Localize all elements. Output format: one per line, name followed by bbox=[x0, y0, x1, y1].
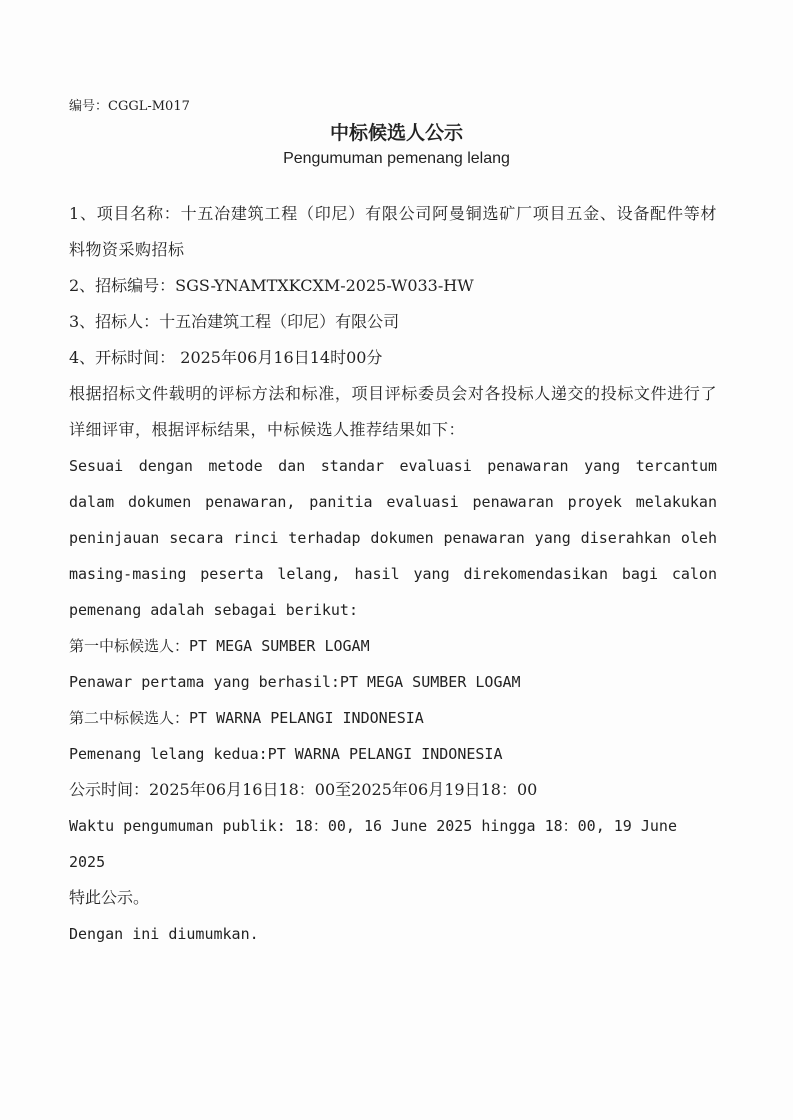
closing-indonesian: Dengan ini diumumkan. bbox=[69, 925, 259, 943]
intro-indonesian: Sesuai dengan metode dan standar evaluasi penawaran yang tercantum dalam dokumen penawaran, panitia evaluasi penawaran proyek melakukan peninjauan secara rinci terhadap dokumen penawaran yang diserahkan oleh masing-masing peserta lelang, hasil yang direkomendasikan bagi calon pemenang adalah sebagai berikut: bbox=[69, 457, 717, 619]
item-tenderer: 3、招标人：十五冶建筑工程（印尼）有限公司 bbox=[69, 312, 400, 331]
second-candidate-indonesian: Pemenang lelang kedua:PT WARNA PELANGI INDONESIA bbox=[69, 745, 503, 763]
item-tender-number: 2、招标编号：SGS-YNAMTXKCXM-2025-W033-HW bbox=[69, 276, 474, 295]
announcement-period-chinese: 公示时间：2025年06月16日18：00至2025年06月19日18：00 bbox=[69, 780, 538, 799]
document-title-chinese: 中标候选人公示 bbox=[329, 122, 463, 144]
document-code: 编号：CGGL-M017 bbox=[69, 99, 190, 114]
second-candidate-chinese: 第二中标候选人：PT WARNA PELANGI INDONESIA bbox=[69, 709, 424, 727]
document-body bbox=[69, 196, 717, 952]
item-project-name: 1、项目名称：十五冶建筑工程（印尼）有限公司阿曼铜选矿厂项目五金、设备配件等材料物资采购招标 bbox=[69, 204, 717, 259]
intro-chinese: 根据招标文件载明的评标方法和标准，项目评标委员会对各投标人递交的投标文件进行了详细评审，根据评标结果，中标候选人推荐结果如下： bbox=[69, 384, 717, 439]
announcement-period-indonesian: Waktu pengumuman publik: 18：00, 16 June 2025 hingga 18：00, 19 June 2025 bbox=[69, 817, 677, 871]
item-opening-time: 4、开标时间： 2025年06月16日14时00分 bbox=[69, 348, 383, 367]
document-title-indonesian: Pengumuman pemenang lelang bbox=[283, 150, 510, 167]
first-candidate-chinese: 第一中标候选人：PT MEGA SUMBER LOGAM bbox=[69, 637, 370, 655]
first-candidate-indonesian: Penawar pertama yang berhasil:PT MEGA SUMBER LOGAM bbox=[69, 673, 521, 691]
closing-chinese: 特此公示。 bbox=[69, 888, 150, 907]
